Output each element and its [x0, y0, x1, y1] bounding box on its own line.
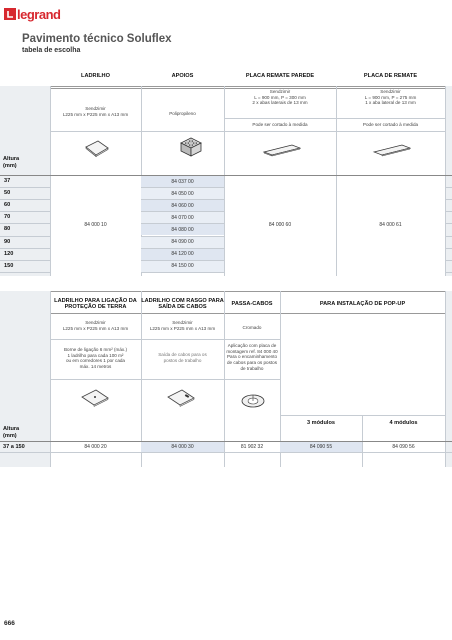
code-ladrilho-rasgo: 84 000 30 [171, 444, 194, 450]
floor-tile-icon [84, 138, 110, 158]
table-1 [0, 73, 452, 276]
desc-ladrilho: Sendzimir L225 mm x P225 mm x A13 mm [62, 106, 129, 117]
logo-mark-icon [4, 8, 16, 20]
code-popup-4: 84 090 56 [392, 444, 415, 450]
page-title: Pavimento técnico Soluflex [22, 33, 172, 45]
altura-label-2: Altura (mm) [3, 426, 20, 439]
popup-4-modules: 4 módulos [389, 420, 418, 426]
cable-slot-tile-icon [166, 387, 196, 409]
code-apoio-60: 84 060 00 [171, 202, 194, 209]
note-placa-parede: Pode ser cortado à medida [252, 122, 308, 127]
support-pedestal-icon [178, 135, 204, 159]
ground-tile-icon [80, 387, 110, 409]
code-apoio-50: 84 050 00 [171, 190, 194, 197]
height-37: 37 [4, 178, 11, 184]
note-passa-cabos: Aplicação com placa de montagem ref. 84 000 40 Para o encaminhamento de cabos para os postos de trabalho [226, 343, 278, 371]
wall-trim-plate-icon [262, 143, 302, 157]
code-apoio-90: 84 090 00 [171, 239, 194, 245]
height-60: 60 [4, 202, 11, 209]
header-apoios: APOIOS [171, 73, 194, 79]
code-apoio-70: 84 070 00 [171, 214, 194, 221]
code-popup-3: 84 090 55 [309, 444, 333, 450]
page-number: 666 [4, 620, 15, 627]
header-passa-cabos: PASSA-CABOS [231, 301, 273, 307]
header-placa-remate-parede: PLACA REMATE PAREDE [245, 73, 315, 79]
cable-grommet-icon [240, 393, 266, 409]
page-subtitle: tabela de escolha [22, 47, 81, 54]
note-ladrilho-rasgo: Saída de cabos para os postos de trabalho [158, 352, 207, 363]
legrand-logo [4, 8, 64, 20]
note-ladrilho-terra: Borne de ligação 6 mm² (máx.) 1 ladrilho para cada 100 m² ou em corredores 1 por cada máx. 14 metros [63, 347, 128, 370]
header-ladrilho-terra: LADRILHO PARA LIGAÇÃO DA PROTEÇÃO DE TERRA [54, 298, 137, 311]
code-apoio-37: 84 037 00 [171, 178, 194, 185]
note-placa-remate: Pode ser cortado à medida [362, 122, 419, 127]
code-apoio-120: 84 120 00 [171, 251, 194, 258]
height-range: 37 a 150 [3, 444, 25, 450]
header-ladrilho: LADRILHO [81, 73, 110, 79]
code-ladrilho-terra: 84 000 20 [84, 444, 107, 450]
trim-plate-icon [372, 143, 412, 157]
header-pop-up: PARA INSTALAÇÃO DE POP-UP [319, 301, 406, 307]
code-apoio-150: 84 150 00 [171, 263, 194, 270]
desc-apoios: Polipropileno [169, 111, 196, 116]
desc-ladrilho-rasgo: Sendzimir L225 mm x P225 mm x A13 mm [149, 320, 216, 331]
code-passa-cabos: 81 902 32 [240, 444, 264, 450]
height-120: 120 [4, 250, 14, 257]
code-placa-remate: 84 000 61 [379, 222, 402, 228]
table-2 [0, 291, 452, 467]
height-150: 150 [4, 262, 14, 269]
height-80: 80 [4, 226, 11, 233]
desc-placa-remate: Sendzimir L = 900 mm, P = 275 mm 1 x aba lateral de 13 mm [364, 89, 417, 106]
popup-3-modules: 3 módulos [307, 420, 335, 426]
height-50: 50 [4, 190, 11, 197]
code-placa-parede: 84 000 60 [268, 222, 292, 228]
code-apoio-80: 84 080 00 [171, 226, 194, 233]
desc-ladrilho-terra: Sendzimir L225 mm x P225 mm x A13 mm [62, 320, 129, 331]
header-ladrilho-rasgo: LADRILHO COM RASGO PARA SAÍDA DE CABOS [141, 298, 224, 311]
desc-passa-cabos: Cromado [242, 325, 262, 330]
header-placa-de-remate: PLACA DE REMATE [363, 73, 418, 79]
altura-label: Altura (mm) [3, 156, 20, 169]
height-90: 90 [4, 238, 11, 245]
height-70: 70 [4, 214, 11, 221]
desc-placa-parede: Sendzimir L = 900 mm, P = 300 mm 2 x abas laterais de 13 mm [252, 89, 308, 106]
logo-wordmark: legrand [17, 6, 61, 22]
code-ladrilho: 84 000 10 [84, 222, 107, 228]
